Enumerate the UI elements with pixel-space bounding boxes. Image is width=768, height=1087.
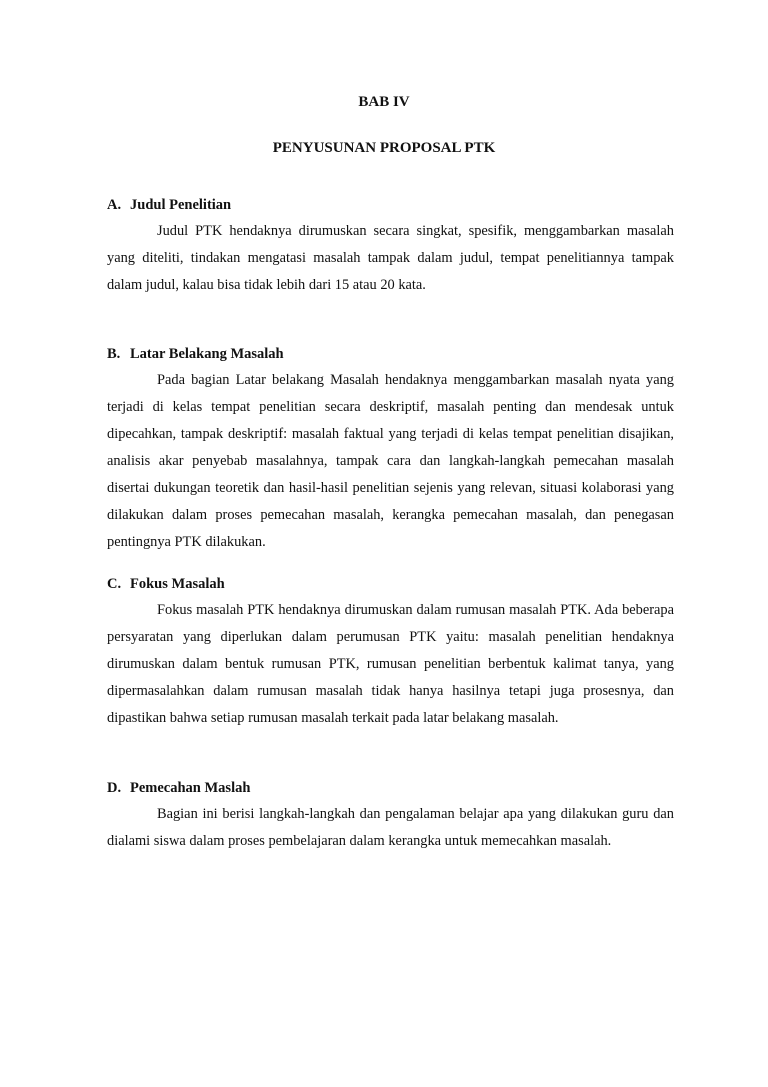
section-letter: D. <box>107 780 122 796</box>
section-letter: A. <box>107 197 122 213</box>
chapter-number: BAB IV <box>358 94 410 110</box>
section-judul-penelitian <box>107 196 674 299</box>
section-title: Judul Penelitian <box>130 197 232 213</box>
section-latar-belakang-masalah <box>107 345 674 556</box>
section-pemecahan-maslah <box>107 779 674 855</box>
section-title: Pemecahan Maslah <box>130 780 251 796</box>
section-fokus-masalah <box>107 575 674 732</box>
section-heading <box>107 345 674 363</box>
section-letter: C. <box>107 576 122 592</box>
section-title: Latar Belakang Masalah <box>130 346 284 362</box>
section-heading <box>107 575 674 593</box>
section-paragraph: Fokus masalah PTK hendaknya dirumuskan dalam rumusan masalah PTK. Ada beberapa persyaratan yang diperlukan dalam perumusan PTK yaitu: masalah penelitian hendaknya dirumuskan dalam bentuk rumusan PTK, rumusan penelitian berbentuk kalimat tanya, yang dipermasalahkan dalam rumusan masalah tidak hanya hasilnya tetapi juga prosesnya, dan dipastikan bahwa setiap rumusan masalah terkait pada latar belakang masalah. <box>107 602 674 726</box>
section-paragraph: Pada bagian Latar belakang Masalah hendaknya menggambarkan masalah nyata yang terjadi di kelas tempat penelitian secara deskriptif, masalah penting dan mendesak untuk dipecahkan, tampak deskriptif: masalah faktual yang terjadi di kelas tempat penelitian disajikan, analisis akar penyebab masalahnya, tampak cara dan langkah-langkah pemecahan masalah disertai dukungan teoretik dan hasil-hasil penelitian sejenis yang relevan, situasi kolaborasi yang dilakukan dalam proses pemecahan masalah, kerangka pemecahan masalah, dan penegasan pentingnya PTK dilakukan. <box>107 372 674 550</box>
chapter-title: PENYUSUNAN PROPOSAL PTK <box>272 140 496 156</box>
section-paragraph: Bagian ini berisi langkah-langkah dan pengalaman belajar apa yang dilakukan guru dan dialami siswa dalam proses pembelajaran dalam kerangka untuk memecahkan masalah. <box>107 806 674 849</box>
section-title: Fokus Masalah <box>130 576 225 592</box>
section-heading <box>107 196 674 214</box>
section-letter: B. <box>107 346 121 362</box>
section-paragraph: Judul PTK hendaknya dirumuskan secara singkat, spesifik, menggambarkan masalah yang diteliti, tindakan mengatasi masalah tampak dalam judul, tempat penelitiannya tampak dalam judul, kalau bisa tidak lebih dari 15 atau 20 kata. <box>107 223 674 293</box>
section-heading <box>107 779 674 797</box>
